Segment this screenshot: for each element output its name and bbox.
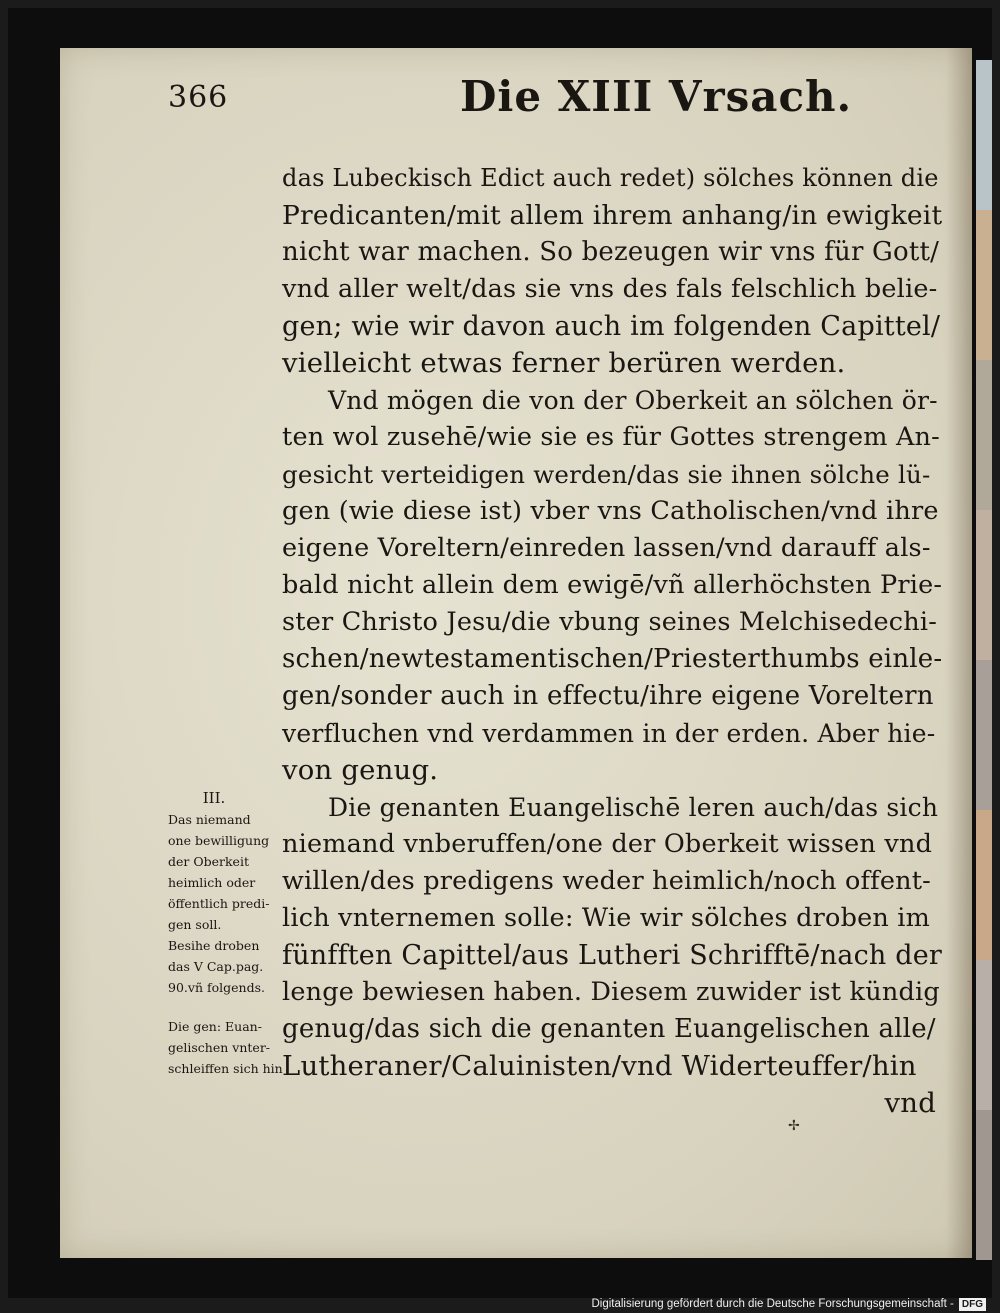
- body-line: schen/newtestamentischen/Priesterthumbs einle-: [282, 644, 943, 674]
- marginal-note-line: Besihe droben: [168, 938, 260, 953]
- body-line: bald nicht allein dem ewigē/vñ allerhöchsten Prie-: [282, 570, 943, 600]
- body-line: verfluchen vnd verdammen in der erden. Aber hie-: [282, 719, 936, 748]
- ink-blot-mark: ✢: [788, 1118, 800, 1134]
- marginal-note-line: 90.vñ folgends.: [168, 980, 265, 995]
- marginal-note-2: [168, 1016, 300, 1079]
- credit-text: Digitalisierung gefördert durch die Deutsche Forschungsgemeinschaft -: [591, 1298, 954, 1310]
- body-line: Predicanten/mit allem ihrem anhang/in ewigkeit: [282, 200, 943, 231]
- body-line: gesicht verteidigen werden/das sie ihnen sölche lü-: [282, 460, 931, 489]
- body-line: lenge bewiesen haben. Diesem zuwider ist kündig: [282, 977, 940, 1007]
- catchword: vnd: [884, 1087, 936, 1119]
- marginal-note-line: Das niemand: [168, 812, 251, 827]
- body-line: nicht war machen. So bezeugen wir vns für Gott/: [282, 237, 940, 267]
- marginal-note-1: [168, 788, 300, 998]
- body-line: gen (wie diese ist) vber vns Catholischen/vnd ihre: [282, 496, 939, 526]
- page-edge-shadow: [946, 48, 972, 1258]
- body-line: willen/des predigens weder heimlich/noch offent-: [282, 866, 931, 896]
- page-header: [0, 72, 1000, 132]
- marginal-note-line: öffentlich predi-: [168, 896, 270, 911]
- body-text: [282, 160, 942, 1122]
- marginal-note-line: gen soll.: [168, 917, 222, 932]
- body-line: eigene Voreltern/einreden lassen/vnd darauff als-: [282, 533, 931, 563]
- body-line: Die genanten Euangelischē leren auch/das sich: [328, 793, 939, 822]
- body-line: Vnd mögen die von der Oberkeit an sölchen ör-: [328, 386, 938, 415]
- marginal-note-number: III.: [202, 789, 226, 807]
- marginal-note-line: heimlich oder: [168, 875, 256, 890]
- body-line: niemand vnberuffen/one der Oberkeit wissen vnd: [282, 829, 933, 859]
- body-line: ster Christo Jesu/die vbung seines Melchisedechi-: [282, 607, 938, 637]
- body-line: vnd aller welt/das sie vns des fals felschlich belie-: [282, 274, 938, 304]
- body-line: ten wol zusehē/wie sie es für Gottes strengem An-: [282, 422, 940, 452]
- body-line: genug/das sich die genanten Euangelischen alle/: [282, 1014, 936, 1044]
- marginal-note-line: das V Cap.pag.: [168, 959, 264, 974]
- body-line: fünfften Capittel/aus Lutheri Schrifftē/nach der: [282, 940, 943, 971]
- body-line: das Lubeckisch Edict auch redet) sölches können die: [282, 164, 939, 192]
- marginal-note-line: one bewilligung: [168, 833, 270, 848]
- color-calibration-strip: [976, 60, 992, 1260]
- marginal-note-line: gelischen vnter-: [168, 1040, 271, 1055]
- dfg-logo: DFG: [959, 1298, 986, 1311]
- body-line: von genug.: [282, 754, 439, 786]
- marginal-note-line: der Oberkeit: [168, 854, 249, 869]
- page-number: 366: [168, 80, 229, 115]
- body-line: vielleicht etwas ferner berüren werden.: [282, 347, 846, 379]
- body-line: gen; wie wir davon auch im folgenden Capittel/: [282, 311, 941, 342]
- marginal-note-line: Die gen: Euan-: [168, 1019, 262, 1034]
- digitization-credit: [591, 1297, 986, 1311]
- body-line: Lutheraner/Caluinisten/vnd Widerteuffer/hin: [282, 1050, 917, 1082]
- marginal-note-line: schleiffen sich hin: [168, 1061, 283, 1076]
- body-line: lich vnternemen solle: Wie wir sölches droben im: [282, 903, 931, 933]
- running-title: Die XIII Vrsach.: [460, 72, 853, 121]
- body-line: gen/sonder auch in effectu/ihre eigene Voreltern: [282, 681, 934, 711]
